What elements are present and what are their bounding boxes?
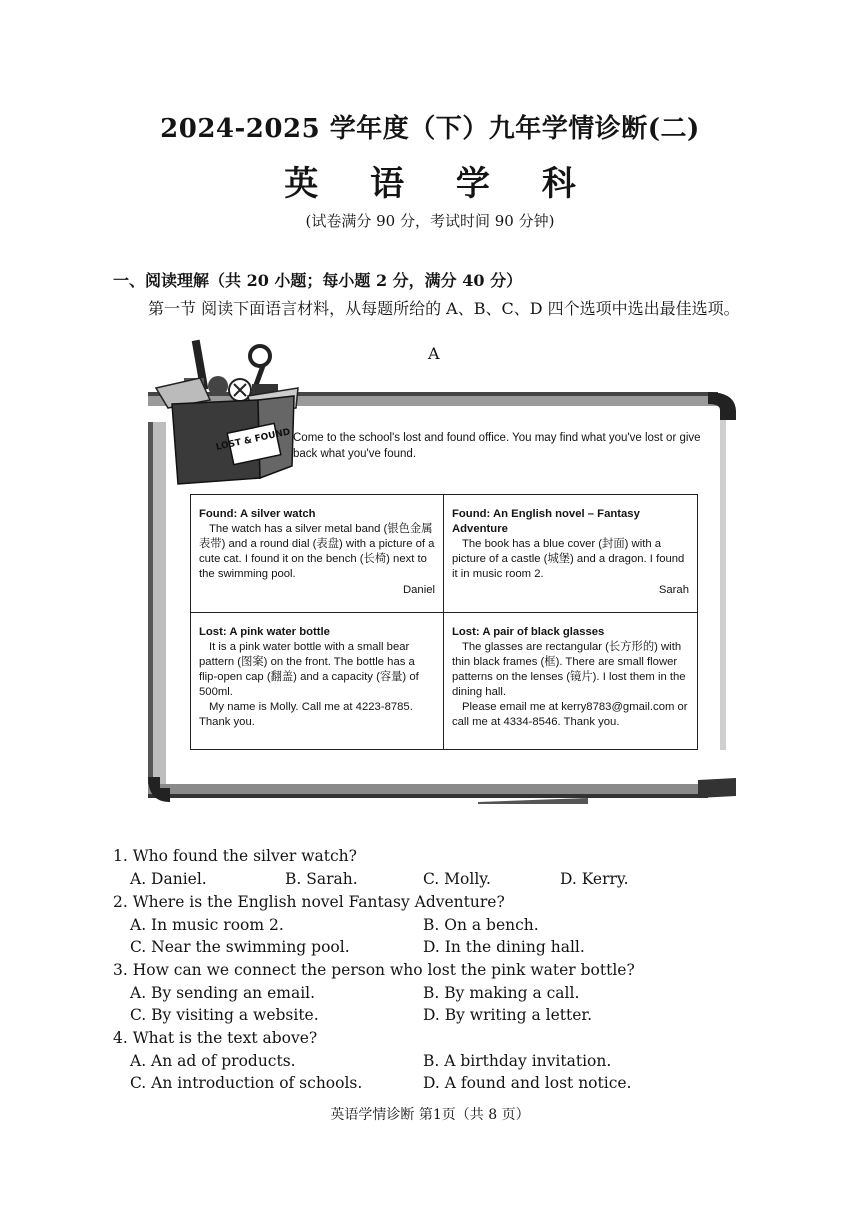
option-b[interactable]: B. Sarah. — [285, 870, 358, 888]
option-row — [113, 1072, 733, 1095]
option-c[interactable]: C. An introduction of schools. — [130, 1074, 363, 1092]
option-row — [113, 936, 733, 959]
page-footer: 英语学情诊断 第1页（共 8 页） — [330, 1107, 530, 1123]
notice-card — [191, 495, 444, 613]
section-heading: 一、阅读理解（共 20 小题；每小题 2 分，满分 40 分） — [113, 271, 523, 290]
page-title: 2024-2025 学年度（下）九年学情诊断(二) — [160, 114, 700, 144]
option-row — [113, 914, 733, 937]
notice-signature: Sarah — [658, 584, 689, 596]
question-stem: 2. Where is the English novel Fantasy Adventure? — [113, 892, 505, 911]
board-bottom-rail-edge — [148, 794, 708, 798]
option-b[interactable]: B. By making a call. — [423, 983, 580, 1002]
notice-card — [444, 495, 697, 613]
lost-and-found-box-icon — [148, 338, 306, 488]
notice-title: Lost: A pair of black glasses — [452, 626, 605, 638]
option-d[interactable]: D. In the dining hall. — [423, 938, 585, 956]
notice-body: The glasses are rectangular (长方形的) with thin black frames (框). There are small flower patterns on the lenses (镜片). I lost them in the dining hall. — [452, 641, 686, 698]
board-bottom-smudge — [478, 798, 588, 804]
option-row — [113, 1050, 733, 1073]
notice-grid — [190, 494, 698, 750]
option-c[interactable]: C. Near the swimming pool. — [130, 938, 350, 956]
box-label-text: LOST & FOUND — [214, 427, 292, 453]
option-b[interactable]: B. On a bench. — [423, 915, 539, 934]
option-d[interactable]: D. A found and lost notice. — [423, 1074, 632, 1092]
option-row — [113, 1004, 733, 1027]
passage-label: A — [428, 344, 440, 363]
notice-card — [191, 613, 444, 749]
question-stem: 4. What is the text above? — [113, 1028, 318, 1047]
question-stem: 3. How can we connect the person who lost the pink water bottle? — [113, 960, 635, 979]
notice-body: The watch has a silver metal band (银色金属表带) and a round dial (表盘) with a picture of a cute cat. I found it on the bench (长椅) next to the swimming pool. — [199, 523, 435, 580]
option-a[interactable]: A. An ad of products. — [130, 1051, 296, 1070]
question-stem: 1. Who found the silver watch? — [113, 847, 357, 865]
option-row — [113, 982, 733, 1005]
board-bottom-left-corner — [148, 777, 170, 802]
option-a[interactable]: A. Daniel. — [130, 870, 207, 888]
notice-title: Found: A silver watch — [199, 508, 316, 520]
question-list — [113, 845, 733, 1095]
box-item-ball — [208, 376, 228, 396]
option-a[interactable]: A. In music room 2. — [130, 915, 284, 934]
option-a[interactable]: A. By sending an email. — [130, 983, 316, 1002]
option-d[interactable]: D. Kerry. — [560, 870, 629, 888]
notice-title: Lost: A pink water bottle — [199, 626, 330, 638]
notice-body: The book has a blue cover (封面) with a picture of a castle (城堡) and a dragon. I found it in music room 2. — [452, 538, 685, 580]
board-right-rail — [720, 420, 726, 750]
notice-title: Found: An English novel – Fantasy Adventure — [452, 508, 640, 535]
option-d[interactable]: D. By writing a letter. — [423, 1006, 593, 1024]
notice-card — [444, 613, 697, 749]
option-b[interactable]: B. A birthday invitation. — [423, 1051, 612, 1070]
notice-signature: Daniel — [402, 584, 435, 596]
subject-title: 英 语 学 科 — [284, 164, 596, 204]
section-instruction: 第一节 阅读下面语言材料，从每题所给的 A、B、C、D 四个选项中选出最佳选项。 — [148, 299, 740, 318]
notice-body: It is a pink water bottle with a small bear pattern (图案) on the front. The bottle has a flip-open cap (翻盖) and a capacity (容量) of 500ml. — [199, 641, 419, 698]
board-bottom-right-corner — [698, 778, 736, 798]
option-c[interactable]: C. Molly. — [423, 870, 491, 888]
exam-info: (试卷满分 90 分，考试时间 90 分钟) — [305, 212, 555, 230]
notice-contact: My name is Molly. Call me at 4223-8785. Thank you. — [199, 701, 413, 728]
option-c[interactable]: C. By visiting a website. — [130, 1006, 319, 1024]
notice-contact: Please email me at kerry8783@gmail.com or call me at 4334-8546. Thank you. — [452, 701, 688, 728]
board-intro-text: Come to the school's lost and found office. You may find what you've lost or give back what you've found. — [293, 432, 701, 460]
box-item-racket — [250, 346, 270, 366]
option-row — [113, 868, 733, 891]
